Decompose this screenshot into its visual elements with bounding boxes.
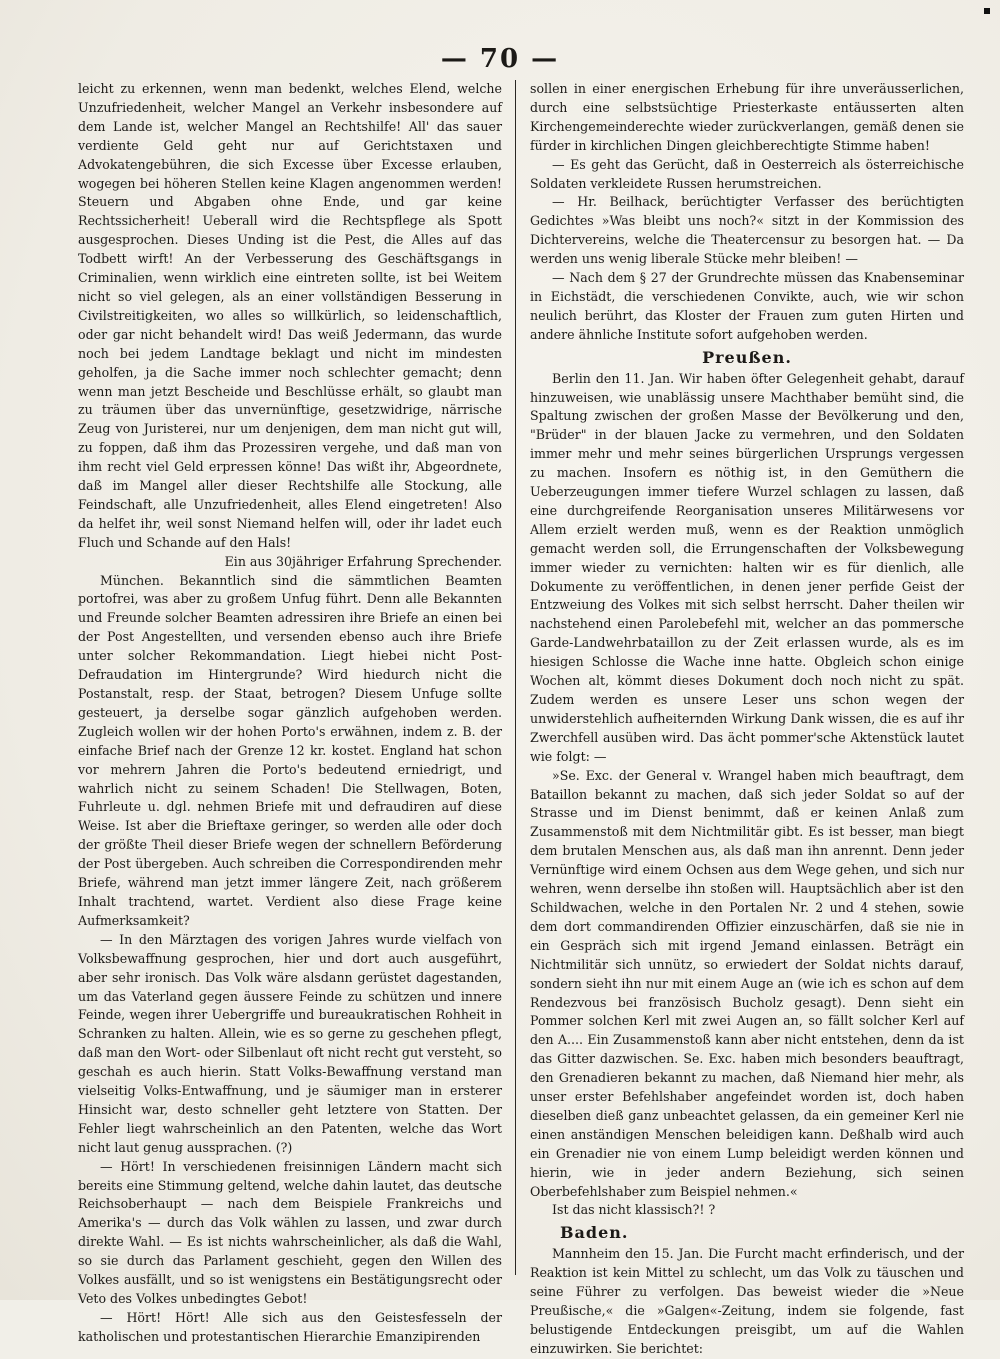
article-wrangel-order: »Se. Exc. der General v. Wrangel haben mich beauftragt, dem Bataillon bekannt zu machen, daß sich jeder Soldat so auf der Strasse und im Dienst benimmt, daß er keinen Anlaß zum Zusammenstoß mit dem Nichtmilitär gibt. Es ist besser, man biegt dem brutalen Menschen aus, als daß man ihn anrennt. Denn jeder Vernünftige wird einem Ochsen aus dem Wege gehen, und sich nur wehren, wenn derselbe ihn stoßen will. Hauptsächlich aber ist den Schildwachen, welche in den Portalen Nr. 2 und 4 stehen, sowie dem dort commandirenden Offizier einzuschärfen, daß sie nie in ein Gespräch sich mit irgend Jemand einlassen. Beträgt ein Nichtmilitär sich unnütz, so erwiedert der Soldat nichts darauf, sondern sieht ihn nur mit einem Auge an (wie ich es schon auf dem Rendezvous bei französisch Bucholz gesagt). Denn sieht ein Pommer solchen Kerl mit zwei Augen an, so fällt solcher Kerl auf den A.... Ein Zusammenstoß kann aber nicht entstehen, denn da ist das Gitter dazwischen. Se. Exc. haben mich besonders beauftragt, den Grenadieren bekannt zu machen, daß Niemand hier mehr, als unser erster Befehlshaber angefeindet worden ist, doch haben dieselben dieß ganz unbeachtet gelassen, da ein gemeiner Kerl nie einen anständigen Menschen beleidigen kann. Deßhalb wird auch ein Grenadier nie von einem Lump beleidigt werden können und hierin, wie in jeder andern Beziehung, sich seinen Oberbefehlshaber zum Beispiel nehmen.« — [530, 767, 964, 1199]
article-beilhack: — Hr. Beilhack, berüchtigter Verfasser des berüchtigten Gedichtes »Was bleibt uns noch?« sitzt in der Kommission des Dichtervereins, welche die Theatercensur zu besorgen hat. — Da werden uns wenig liberale Stücke mehr bleiben! — — [530, 194, 964, 267]
article-hierarchie: — Hört! Hört! Alle sich aus den Geistesfesseln der katholischen und protestantischen Hierarchie Emanzipirenden — [78, 1309, 502, 1344]
section-title-baden: Baden. — [560, 1223, 629, 1243]
article-volksbewaffnung: — In den Märztagen des vorigen Jahres wurde vielfach von Volksbewaffnung gesprochen, hier und dort auch ausgeführt, aber sehr ironisch. Das Volk wäre alsdann gerüstet dagestanden, um das Vaterland gegen äussere Feinde zu schützen und innere Feinde, wegen ihrer Uebergriffe und bureaukratischen Rohheit in Schranken zu halten. Allein, wie es so gerne zu geschehen pflegt, daß man den Wort- oder Silbenlaut oft nicht recht gut versteht, so geschah es auch hierin. Statt Volks-Bewaffnung verstand man vielseitig Volks-Entwaffnung, und je säumiger man in ersterer Hinsicht war, desto schneller geht letztere von Statten. Der Fehler liegt wahrscheinlich an den Patenten, welche das Wort nicht laut genug aussprachen. (?) — [78, 931, 502, 1155]
article-mannheim: Mannheim den 15. Jan. Die Furcht macht erfinderisch, und der Reaktion ist kein Mittel zu schlecht, um das Volk zu täuschen und seine Führer zu verfolgen. Das beweist wieder die »Neue Preußische,« die »Galgen«-Zeitung, indem sie folgende, fast belustigende Entdeckungen preisgibt, um auf die Wahlen einzuwirken. Sie berichtet: — [530, 1246, 964, 1356]
article-signature: Ein aus 30jähriger Erfahrung Sprechender. — [224, 553, 502, 569]
article-kirchengemeinderechte: sollen in einer energischen Erhebung für ihre unveräusserlichen, durch eine selbstsüchtige Priesterkaste entäusserten alten Kirchengemeinderechte wieder zurückverlangen, gemäß denen sie fürder in kirchlichen Dingen gleichberechtigte Stimme haben! — [530, 81, 964, 153]
article-berlin: Berlin den 11. Jan. Wir haben öfter Gelegenheit gehabt, darauf hinzuweisen, wie unablässig unsere Machthaber bemüht sind, die Spaltung zwischen der großen Masse der Bevölkerung und den, "Brüder" in der blauen Jacke zu vermehren, und den Soldaten immer mehr und mehr seines bürgerlichen Ursprungs vergessen zu machen. Insofern es nöthig ist, in den Gemüthern die Ueberzeugungen immer tiefere Wurzel schlagen zu lassen, daß eine durchgreifende Reorganisation unseres Militärwesens vor Allem erzielt werden muß, wenn es der Reaktion unmöglich gemacht werden soll, die Errungenschaften der Volksbewegung immer wieder zu vernichten: halten wir es für dienlich, alle Dokumente zu veröffentlichen, in denen jener perfide Geist der Entzweiung des Volkes mit sich selbst herrscht. Daher theilen wir nachstehend einen Parolebefehl mit, welcher an das pommersche Garde-Landwehrbataillon zu der Zeit erlassen wurde, als es im hiesigen Schlosse die Wache inne hatte. Obgleich schon einige Wochen alt, kömmt dieses Dokument doch noch nicht zu spät. Zudem werden es unsere Leser uns schon wegen der unwiderstehlich aufheiternden Wirkung Dank wissen, die es auf ihr Zwerchfell ausüben wird. Das ächt pommer'sche Aktenstück lautet wie folgt: — — [530, 370, 964, 764]
section-title-prussia: Preußen. — [702, 347, 792, 367]
left-column — [78, 80, 502, 1344]
article-text: leicht zu erkennen, wenn man bedenkt, welches Elend, welche Unzufriedenheit, welcher Mangel an Verkehr insbesondere auf dem Lande ist, welcher Mangel an Rechtshilfe! All' das sauer verdiente Geld geht nur auf Gerichtstaxen und Advokatengebühren, die sich Excesse über Excesse erlauben, wogegen bei höheren Stellen keine Klagen angenommen werden! Steuern und Abgaben ohne Ende, und gar keine Rechtssicherheit! Ueberall wird die Rechtspflege als Spott ausgesprochen. Dieses Unding ist die Pest, die Alles auf das Todbett wirft! An der Verbesserung des Geschäftsgangs in Criminalien, wenn wirklich eine eintreten sollte, ist bei Weitem nicht so viel gelegen, als an einer vollständigen Besserung in Civilstreitigkeiten, wo alles so willkürlich, so leidenschaftlich, oder gar nicht behandelt wird! Das weiß Jedermann, das wurde noch bei jedem Landtage beklagt und nicht im mindesten geholfen, ja die Sache immer noch schlechter gemacht; denn wenn man jetzt Bescheide und Beschlüsse erhält, so glaubt man zu träumen über das unvernünftige, gesetzwidrige, närrische Zeug von Juristerei, nur um denjenigen, dem man nicht gut will, zu foppen, daß ihm das Prozessiren vergehe, und daß man von ihm recht viel Geld erpressen könne! Das wißt ihr, Abgeordnete, daß im Mangel aller dieser Rechtshilfe alle Stockung, alle Feindschaft, alle Unzufriedenheit, alles Elend eingetreten! Also da helfet ihr, weil sonst Niemand helfen will, oder ihr ladet euch Fluch und Schande auf den Hals! — [78, 81, 502, 550]
article-russen: — Es geht das Gerücht, daß in Oesterreich als österreichische Soldaten verkleidete Russen herumstreichen. — [530, 156, 964, 191]
column-divider — [515, 80, 516, 1275]
right-column — [530, 80, 964, 1356]
article-grundrechte: — Nach dem § 27 der Grundrechte müssen das Knabenseminar in Eichstädt, die verschiedenen Convikte, auch, wie wir schon neulich berührt, das Kloster der Frauen zum guten Hirten und andere ähnliche Institute sofort aufgehoben werden. — [530, 270, 964, 342]
page-number: — 70 — — [440, 44, 560, 74]
article-klassisch: Ist das nicht klassisch?! ? — [552, 1202, 716, 1218]
corner-mark — [984, 8, 990, 14]
article-reichsoberhaupt: — Hört! In verschiedenen freisinnigen Ländern macht sich bereits eine Stimmung geltend, welche dahin lautet, das deutsche Reichsoberhaupt — nach dem Beispiele Frankreichs und Amerika's — durch das Volk wählen zu lassen, und zwar durch direkte Wahl. — Es ist nichts wahrscheinlicher, als daß die Wahl, so sie durch das Parlament geschieht, gegen den Willen des Volkes ausfällt, und so ist wenigstens ein Bestätigungsrecht oder Veto des Volkes unbedingtes Gebot! — [78, 1158, 502, 1306]
article-munich: München. Bekanntlich sind die sämmtlichen Beamten portofrei, was aber zu großem Unfug führt. Denn alle Bekannten und Freunde solcher Beamten adressiren ihre Briefe an einen bei der Post Angestellten, und versenden ebenso auch ihre Briefe unter solcher Rekommandation. Liegt hiebei nicht Post-Defraudation im Hintergrunde? Wird hiedurch nicht die Postanstalt, resp. der Staat, betrogen? Diesem Unfuge sollte gesteuert, ja derselbe sogar gänzlich aufgehoben werden. Zugleich wollen wir der hohen Porto's erwähnen, indem z. B. der einfache Brief nach der Grenze 12 kr. kostet. England hat schon vor mehrern Jahren die Porto's bedeutend erniedrigt, und wahrlich nicht zu seinem Schaden! Die Stellwagen, Boten, Fuhrleute u. dgl. nehmen Briefe mit und defraudiren auf diese Weise. Ist aber die Brieftaxe geringer, so werden alle oder doch der größte Theil dieser Briefe wegen der schnellern Beförderung der Post übergeben. Auch schreiben die Correspondirenden mehr Briefe, während man jetzt immer längere Zeit, nach größerem Inhalt trachtend, wartet. Verdient also diese Frage keine Aufmerksamkeit? — [78, 572, 502, 928]
